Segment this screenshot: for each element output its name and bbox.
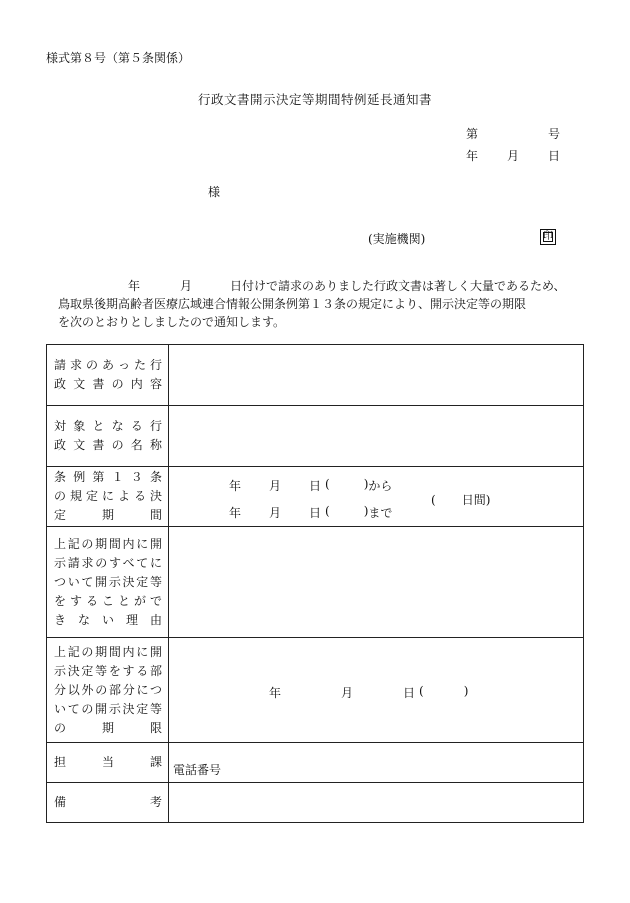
period-days: ( 日間) xyxy=(431,493,491,507)
seal-mark: 印 xyxy=(540,229,556,245)
number-prefix: 第 xyxy=(466,127,479,141)
body-line-1 xyxy=(58,277,588,295)
date-year: 年 xyxy=(466,149,479,163)
table-row xyxy=(47,467,584,527)
addressee-suffix: 様 xyxy=(208,185,221,199)
document-title: 行政文書開示決定等期間特例延長通知書 xyxy=(197,92,432,107)
period-from-line: 年 月 日 ( ) から xyxy=(229,477,393,493)
table-row xyxy=(47,527,584,638)
deadline-date: 年 月 日 ( ) xyxy=(269,684,469,700)
document-date-line xyxy=(466,150,560,162)
row-label-document-name: 対象となる行 政文書の名称 xyxy=(47,406,169,467)
period-to-line: 年 月 日 ( ) まで xyxy=(229,504,393,520)
body-line-3: を次のとおりとしましたので通知します。 xyxy=(58,315,286,329)
table-row xyxy=(47,345,584,406)
row-label-department: 担当課 xyxy=(47,743,169,783)
reason-field[interactable] xyxy=(169,527,584,638)
row-label-remaining-deadline: 上記の期間内に開 示決定等をする部 分以外の部分につ いての開示決定等 の期限 xyxy=(47,638,169,743)
request-content-field[interactable] xyxy=(169,345,584,406)
body-line-1-rest: 日付けで請求のありました行政文書は著しく大量であるため、 xyxy=(230,279,566,293)
document-number-line xyxy=(466,128,560,140)
table-row xyxy=(47,783,584,823)
remaining-deadline-field[interactable] xyxy=(169,638,584,743)
form-number: 様式第８号（第５条関係） xyxy=(46,51,191,65)
decision-period-field[interactable] xyxy=(169,467,584,527)
date-day: 日 xyxy=(547,149,560,163)
table-row xyxy=(47,743,584,783)
body-line-2: 鳥取県後期高齢者医療広域連合情報公開条例第１３条の規定により、開示決定等の期限 xyxy=(58,297,527,311)
table-row xyxy=(47,406,584,467)
row-label-reason: 上記の期間内に開 示請求のすべてに ついて開示決定等 をすることがで きない理由 xyxy=(47,527,169,638)
row-label-decision-period: 条例第１３条 の規定による決 定期間 xyxy=(47,467,169,527)
department-field[interactable] xyxy=(169,743,584,783)
agency-label: (実施機関) xyxy=(368,232,426,246)
number-suffix: 号 xyxy=(547,127,560,141)
body-month: 月 xyxy=(180,279,193,293)
body-year: 年 xyxy=(128,279,141,293)
remarks-field[interactable] xyxy=(169,783,584,823)
row-label-remarks: 備考 xyxy=(47,783,169,823)
notice-body xyxy=(58,277,588,331)
document-name-field[interactable] xyxy=(169,406,584,467)
notice-form-table xyxy=(46,344,584,823)
phone-label: 電話番号 xyxy=(173,763,222,777)
date-month: 月 xyxy=(506,149,519,163)
table-row xyxy=(47,638,584,743)
row-label-request-content: 請求のあった行 政文書の内容 xyxy=(47,345,169,406)
